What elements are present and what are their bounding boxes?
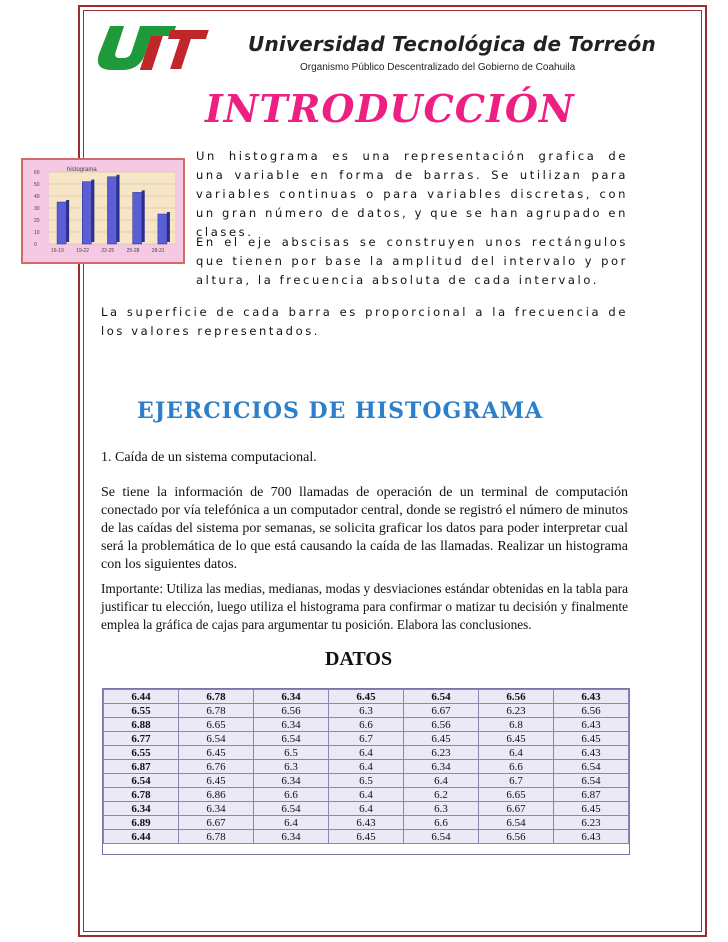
table-cell: 6.54 [404, 690, 479, 704]
table-row [104, 830, 629, 844]
thumbnail-y-tick: 30 [34, 206, 40, 212]
table-cell: 6.5 [254, 746, 329, 760]
table-row [104, 774, 629, 788]
table-cell: 6.4 [329, 760, 404, 774]
table-cell: 6.54 [404, 830, 479, 844]
table-cell: 6.4 [254, 816, 329, 830]
table-cell: 6.4 [479, 746, 554, 760]
table-cell: 6.43 [554, 690, 629, 704]
data-table [102, 688, 630, 855]
thumbnail-x-label: 22-25 [101, 248, 115, 254]
table-cell: 6.43 [554, 746, 629, 760]
exercise-item-1: 1. Caída de un sistema computacional. [101, 450, 317, 465]
table-row [104, 802, 629, 816]
table-cell: 6.87 [104, 760, 179, 774]
thumbnail-y-tick: 40 [34, 194, 40, 200]
thumbnail-y-tick: 0 [34, 242, 37, 248]
table-cell: 6.7 [329, 732, 404, 746]
table-cell: 6.3 [254, 760, 329, 774]
table-cell: 6.43 [554, 718, 629, 732]
table-cell: 6.45 [554, 802, 629, 816]
table-cell: 6.3 [404, 802, 479, 816]
table-cell: 6.78 [179, 830, 254, 844]
thumbnail-bar [57, 202, 66, 244]
table-cell: 6.6 [479, 760, 554, 774]
thumbnail-title: histograma [67, 167, 97, 173]
table-cell: 6.43 [329, 816, 404, 830]
table-cell: 6.45 [179, 746, 254, 760]
table-row [104, 704, 629, 718]
thumbnail-y-tick: 20 [34, 218, 40, 224]
table-cell: 6.34 [254, 690, 329, 704]
table-cell: 6.76 [179, 760, 254, 774]
table-cell: 6.4 [329, 802, 404, 816]
table-cell: 6.78 [179, 690, 254, 704]
datos-title: DATOS [325, 648, 393, 670]
thumbnail-x-label: 19-22 [76, 248, 89, 254]
table-cell: 6.86 [179, 788, 254, 802]
table-cell: 6.45 [329, 830, 404, 844]
thumbnail-bar [82, 182, 91, 244]
exercise-important-note: Importante: Utiliza las medias, medianas, modas y desviaciones estándar obtenidas en la tabla para justificar tu elección, luego utiliza el histograma para confirmar o matizar tu decisión y finalmente emplea la gráfica de cajas para argumentar tu posición. Elabora las conclusiones. [101, 581, 628, 632]
table-row [104, 760, 629, 774]
table-cell: 6.44 [104, 690, 179, 704]
histogram-thumbnail-chart [23, 160, 183, 262]
exercise-description: Se tiene la información de 700 llamadas de operación de un terminal de computación conectado por vía telefónica a un computador central, donde se registró el número de minutos de las caídas del sistema por semanas, se solicita graficar los datos para poder interpretar cual será la problemática de lo que está causando la caída de las llamadas. Realizar un histograma con los siguientes datos. [101, 485, 628, 572]
table-cell: 6.54 [254, 732, 329, 746]
thumbnail-y-tick: 10 [34, 230, 40, 236]
table-cell: 6.23 [479, 704, 554, 718]
table-cell: 6.6 [254, 788, 329, 802]
thumbnail-bar [107, 177, 116, 244]
table-cell: 6.44 [104, 830, 179, 844]
table-cell: 6.77 [104, 732, 179, 746]
table-cell: 6.54 [179, 732, 254, 746]
table-row [104, 816, 629, 830]
table-row [104, 732, 629, 746]
table-cell: 6.67 [179, 816, 254, 830]
thumbnail-x-label: 28-31 [151, 248, 165, 254]
table-cell: 6.4 [329, 746, 404, 760]
thumbnail-x-label: 25-28 [126, 248, 140, 254]
table-cell: 6.34 [254, 774, 329, 788]
thumbnail-bar-side [66, 200, 69, 242]
table-cell: 6.34 [254, 718, 329, 732]
table-cell: 6.23 [554, 816, 629, 830]
table-cell: 6.34 [179, 802, 254, 816]
table-cell: 6.6 [404, 816, 479, 830]
table-cell: 6.43 [554, 830, 629, 844]
table-cell: 6.34 [104, 802, 179, 816]
table-cell: 6.6 [329, 718, 404, 732]
table-cell: 6.56 [479, 830, 554, 844]
table-row [104, 788, 629, 802]
intro-paragraph-1: Un histograma es una representación grafica de una variable en forma de barras. Se utilizan para variables continuas o para variables discretas, con un gran número de datos, y que se han agrupado en clases. [196, 149, 628, 239]
table-cell: 6.78 [104, 788, 179, 802]
table-cell: 6.23 [404, 746, 479, 760]
table-cell: 6.54 [554, 774, 629, 788]
table-cell: 6.54 [479, 816, 554, 830]
table-cell: 6.87 [554, 788, 629, 802]
university-name: Universidad Tecnológica de Torreón [248, 32, 656, 56]
thumbnail-bar-side [91, 180, 94, 242]
table-cell: 6.56 [479, 690, 554, 704]
table-cell: 6.8 [479, 718, 554, 732]
thumbnail-y-tick: 60 [34, 170, 40, 176]
table-row [104, 718, 629, 732]
intro-paragraph-3: La superficie de cada barra es proporcional a la frecuencia de los valores representados. [101, 305, 628, 338]
table-cell: 6.4 [329, 788, 404, 802]
thumbnail-bar-side [167, 212, 170, 242]
table-cell: 6.2 [404, 788, 479, 802]
table-cell: 6.54 [104, 774, 179, 788]
table-cell: 6.54 [554, 760, 629, 774]
thumbnail-bar [133, 192, 142, 244]
intro-paragraph-2: En el eje abscisas se construyen unos rectángulos que tienen por base la amplitud del intervalo y por altura, la frecuencia absoluta de cada intervalo. [196, 235, 628, 287]
intro-title: INTRODUCCIÓN [205, 86, 575, 131]
table-cell: 6.45 [554, 732, 629, 746]
university-subtitle: Organismo Público Descentralizado del Gobierno de Coahuila [300, 62, 576, 73]
table-cell: 6.56 [404, 718, 479, 732]
table-cell: 6.7 [479, 774, 554, 788]
thumbnail-x-label: 16-19 [51, 248, 64, 254]
table-cell: 6.65 [479, 788, 554, 802]
table-row [104, 690, 629, 704]
table-cell: 6.67 [479, 802, 554, 816]
table-cell: 6.55 [104, 746, 179, 760]
table-cell: 6.65 [179, 718, 254, 732]
table-cell: 6.45 [479, 732, 554, 746]
utt-logo [84, 14, 214, 76]
thumbnail-bar [158, 214, 167, 244]
thumbnail-bar-side [117, 175, 120, 242]
histogram-thumbnail [21, 158, 185, 264]
table-cell: 6.4 [404, 774, 479, 788]
table-cell: 6.56 [254, 704, 329, 718]
table-cell: 6.89 [104, 816, 179, 830]
thumbnail-y-tick: 50 [34, 182, 40, 188]
table-cell: 6.34 [254, 830, 329, 844]
table-cell: 6.34 [404, 760, 479, 774]
table-cell: 6.54 [254, 802, 329, 816]
table-cell: 6.5 [329, 774, 404, 788]
table-cell: 6.45 [404, 732, 479, 746]
table-cell: 6.45 [179, 774, 254, 788]
table-cell: 6.88 [104, 718, 179, 732]
table-cell: 6.78 [179, 704, 254, 718]
table-cell: 6.56 [554, 704, 629, 718]
table-cell: 6.3 [329, 704, 404, 718]
exercises-title: EJERCICIOS DE HISTOGRAMA [137, 398, 544, 424]
table-cell: 6.67 [404, 704, 479, 718]
table-cell: 6.45 [329, 690, 404, 704]
table-cell: 6.55 [104, 704, 179, 718]
thumbnail-bar-side [142, 190, 145, 242]
table-row [104, 746, 629, 760]
